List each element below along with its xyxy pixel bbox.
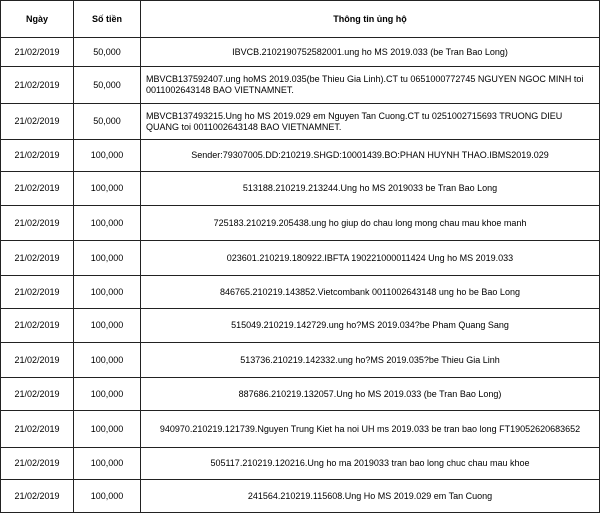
row-info: 513736.210219.142332.ung ho?MS 2019.035?be Thieu Gia Linh: [141, 343, 600, 378]
row-info: 505117.210219.120216.Ung ho ma 2019033 tran bao long chuc chau mau khoe: [141, 448, 600, 480]
row-amount: 50,000: [74, 67, 141, 104]
row-info: 940970.210219.121739.Nguyen Trung Kiet ha noi UH ms 2019.033 be tran bao long FT19052620683652: [141, 411, 600, 448]
table-row: [1, 343, 600, 378]
table-row: [1, 104, 600, 140]
table-row: [1, 67, 600, 104]
row-info: MBVCB137493215.Ung ho MS 2019.029 em Nguyen Tan Cuong.CT tu 0251002715693 TRUONG DIEU QUANG toi 0011002643148 BAO VIETNAMNET.: [141, 104, 600, 140]
row-amount: 50,000: [74, 38, 141, 67]
table-row: [1, 276, 600, 309]
row-amount: 100,000: [74, 343, 141, 378]
row-amount: 100,000: [74, 241, 141, 276]
table-row: [1, 206, 600, 241]
row-info: 241564.210219.115608.Ung Ho MS 2019.029 em Tan Cuong: [141, 480, 600, 513]
row-date: 21/02/2019: [1, 276, 74, 309]
row-amount: 100,000: [74, 378, 141, 411]
row-date: 21/02/2019: [1, 411, 74, 448]
table-row: [1, 309, 600, 343]
row-date: 21/02/2019: [1, 309, 74, 343]
row-date: 21/02/2019: [1, 172, 74, 206]
row-info: Sender:79307005.DD:210219.SHGD:10001439.BO:PHAN HUYNH THAO.IBMS2019.029: [141, 140, 600, 172]
table-row: [1, 448, 600, 480]
table-row: [1, 241, 600, 276]
row-date: 21/02/2019: [1, 38, 74, 67]
table-row: [1, 172, 600, 206]
header-info: Thông tin ủng hộ: [141, 1, 600, 38]
table-row: [1, 378, 600, 411]
table-row: [1, 411, 600, 448]
row-info: 513188.210219.213244.Ung ho MS 2019033 be Tran Bao Long: [141, 172, 600, 206]
table-row: [1, 140, 600, 172]
row-date: 21/02/2019: [1, 480, 74, 513]
table-row: [1, 38, 600, 67]
row-date: 21/02/2019: [1, 343, 74, 378]
row-amount: 50,000: [74, 104, 141, 140]
row-info: 725183.210219.205438.ung ho giup do chau long mong chau mau khoe manh: [141, 206, 600, 241]
row-date: 21/02/2019: [1, 206, 74, 241]
row-date: 21/02/2019: [1, 241, 74, 276]
row-date: 21/02/2019: [1, 104, 74, 140]
row-amount: 100,000: [74, 411, 141, 448]
row-info: 515049.210219.142729.ung ho?MS 2019.034?be Pham Quang Sang: [141, 309, 600, 343]
row-info: MBVCB137592407.ung hoMS 2019.035(be Thieu Gia Linh).CT tu 0651000772745 NGUYEN NGOC MINH toi 0011002643148 BAO VIETNAMNET.: [141, 67, 600, 104]
row-date: 21/02/2019: [1, 140, 74, 172]
row-amount: 100,000: [74, 276, 141, 309]
row-info: 887686.210219.132057.Ung ho MS 2019.033 (be Tran Bao Long): [141, 378, 600, 411]
row-amount: 100,000: [74, 140, 141, 172]
header-amount: Số tiền: [74, 1, 141, 38]
row-amount: 100,000: [74, 480, 141, 513]
row-info: 846765.210219.143852.Vietcombank 0011002643148 ung ho be Bao Long: [141, 276, 600, 309]
row-date: 21/02/2019: [1, 378, 74, 411]
row-info: IBVCB.2102190752582001.ung ho MS 2019.033 (be Tran Bao Long): [141, 38, 600, 67]
row-amount: 100,000: [74, 309, 141, 343]
row-info: 023601.210219.180922.IBFTA 190221000011424 Ung ho MS 2019.033: [141, 241, 600, 276]
row-amount: 100,000: [74, 206, 141, 241]
header-date: Ngày: [1, 1, 74, 38]
row-date: 21/02/2019: [1, 67, 74, 104]
row-amount: 100,000: [74, 448, 141, 480]
row-amount: 100,000: [74, 172, 141, 206]
header-row: [1, 1, 600, 38]
row-date: 21/02/2019: [1, 448, 74, 480]
